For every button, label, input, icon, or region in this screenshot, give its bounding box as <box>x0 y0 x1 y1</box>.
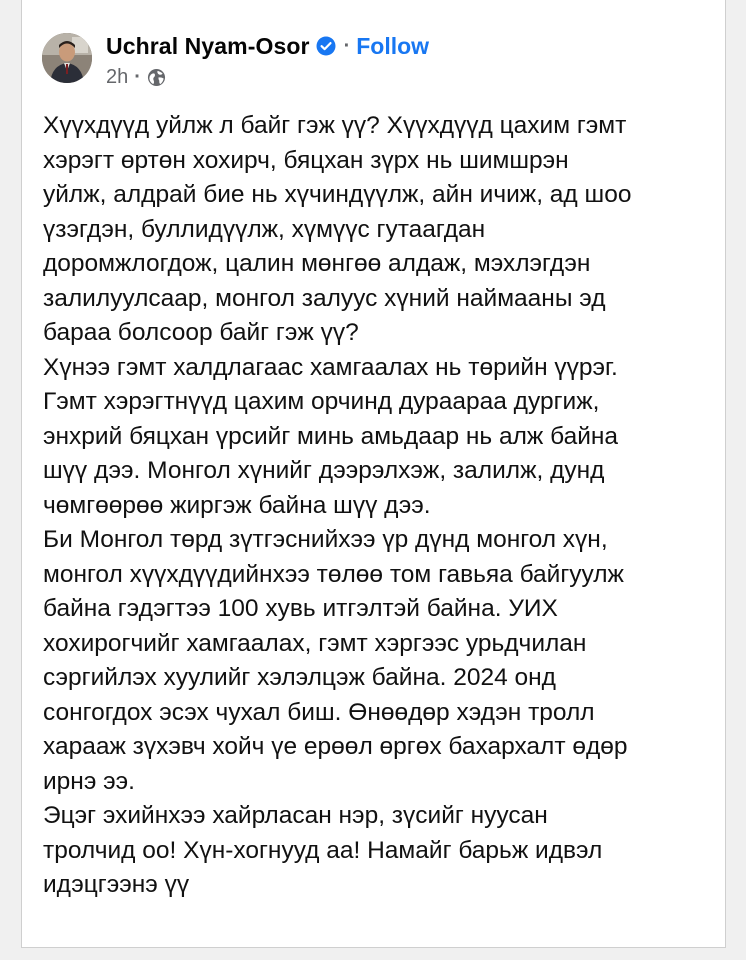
post-text-line: идэцгээнэ үү <box>43 871 190 898</box>
post-text-line: байна гэдэгтээ 100 хувь итгэлтэй байна. УИХ <box>43 595 558 622</box>
post-text-line: үзэгдэн, буллидүүлж, хүмүүс гутаагдан <box>43 215 486 243</box>
separator-dot: · <box>134 65 141 88</box>
post-card <box>21 0 726 948</box>
post-body <box>43 109 715 903</box>
post-text-line: хэрэгт өртөн хохирч, бяцхан зүрх нь шимшрэн <box>43 146 569 174</box>
post-text-line: бараа болсоор байг гэж үү? <box>43 319 359 346</box>
profile-photo <box>42 33 92 83</box>
post-text-line: шүү дээ. Монгол хүнийг дээрэлхэж, залилж, дунд <box>43 457 605 484</box>
post-text-line: Эцэг эхийнхээ хайрласан нэр, зүсийг нуусан <box>43 802 548 829</box>
post-text-line: энхрий бяцхан үрсийг минь амьдаар нь алж байна <box>43 422 619 450</box>
post-text-line: уйлж, алдрай бие нь хүчиндүүлж, айн ичиж, ад шоо <box>43 181 632 208</box>
globe-icon[interactable] <box>147 68 166 87</box>
author-name[interactable]: Uchral Nyam-Osor <box>106 32 310 59</box>
post-subline <box>106 63 429 91</box>
post-text-line: Би Монгол төрд зүтгэснийхээ үр дүнд монгол хүн, <box>43 526 608 553</box>
post-text-line: ирнэ ээ. <box>43 767 135 795</box>
post-text-line: Гэмт хэрэгтнүүд цахим орчинд дураараа дургиж, <box>43 388 600 415</box>
post-text-line: чөмгөөрөө жиргэж байна шүү дээ. <box>43 491 431 519</box>
post-text-line: хохирогчийг хамгаалах, гэмт хэргээс урьдчилан <box>43 629 587 657</box>
post-text-line: сэргийлэх хуулийг хэлэлцэж байна. 2024 онд <box>43 664 556 691</box>
post-header <box>42 29 429 91</box>
post-text-line: залилуулсаар, монгол залуус хүний наймааны эд <box>43 284 606 312</box>
name-row <box>106 29 429 63</box>
post-text-line: Хүүхдүүд уйлж л байг гэж үү? Хүүхдүүд цахим гэмт <box>43 112 627 139</box>
post-text-line: тролчид оо! Хүн-хогнууд аа! Намайг барьж идвэл <box>43 836 603 864</box>
post-text-line: доромжлогдож, цалин мөнгөө алдаж, мэхлэгдэн <box>43 250 591 277</box>
separator-dot: · <box>343 34 351 57</box>
follow-button[interactable]: Follow <box>356 32 430 59</box>
author-avatar[interactable] <box>42 33 92 83</box>
post-meta <box>106 29 429 91</box>
verified-badge-icon <box>316 36 336 56</box>
post-text-line: монгол хүүхдүүдийнхээ төлөө том гавьяа байгуулж <box>43 560 624 588</box>
post-text-line: сонгогдох эсэх чухал биш. Өнөөдөр хэдэн тролл <box>43 698 595 726</box>
post-text-line: харааж зүхэвч хойч үе ерөөл өргөх бахархалт өдөр <box>43 733 628 760</box>
post-timestamp[interactable]: 2h <box>106 65 129 88</box>
post-text-line: Хүнээ гэмт халдлагаас хамгаалах нь төрийн үүрэг. <box>43 353 618 381</box>
